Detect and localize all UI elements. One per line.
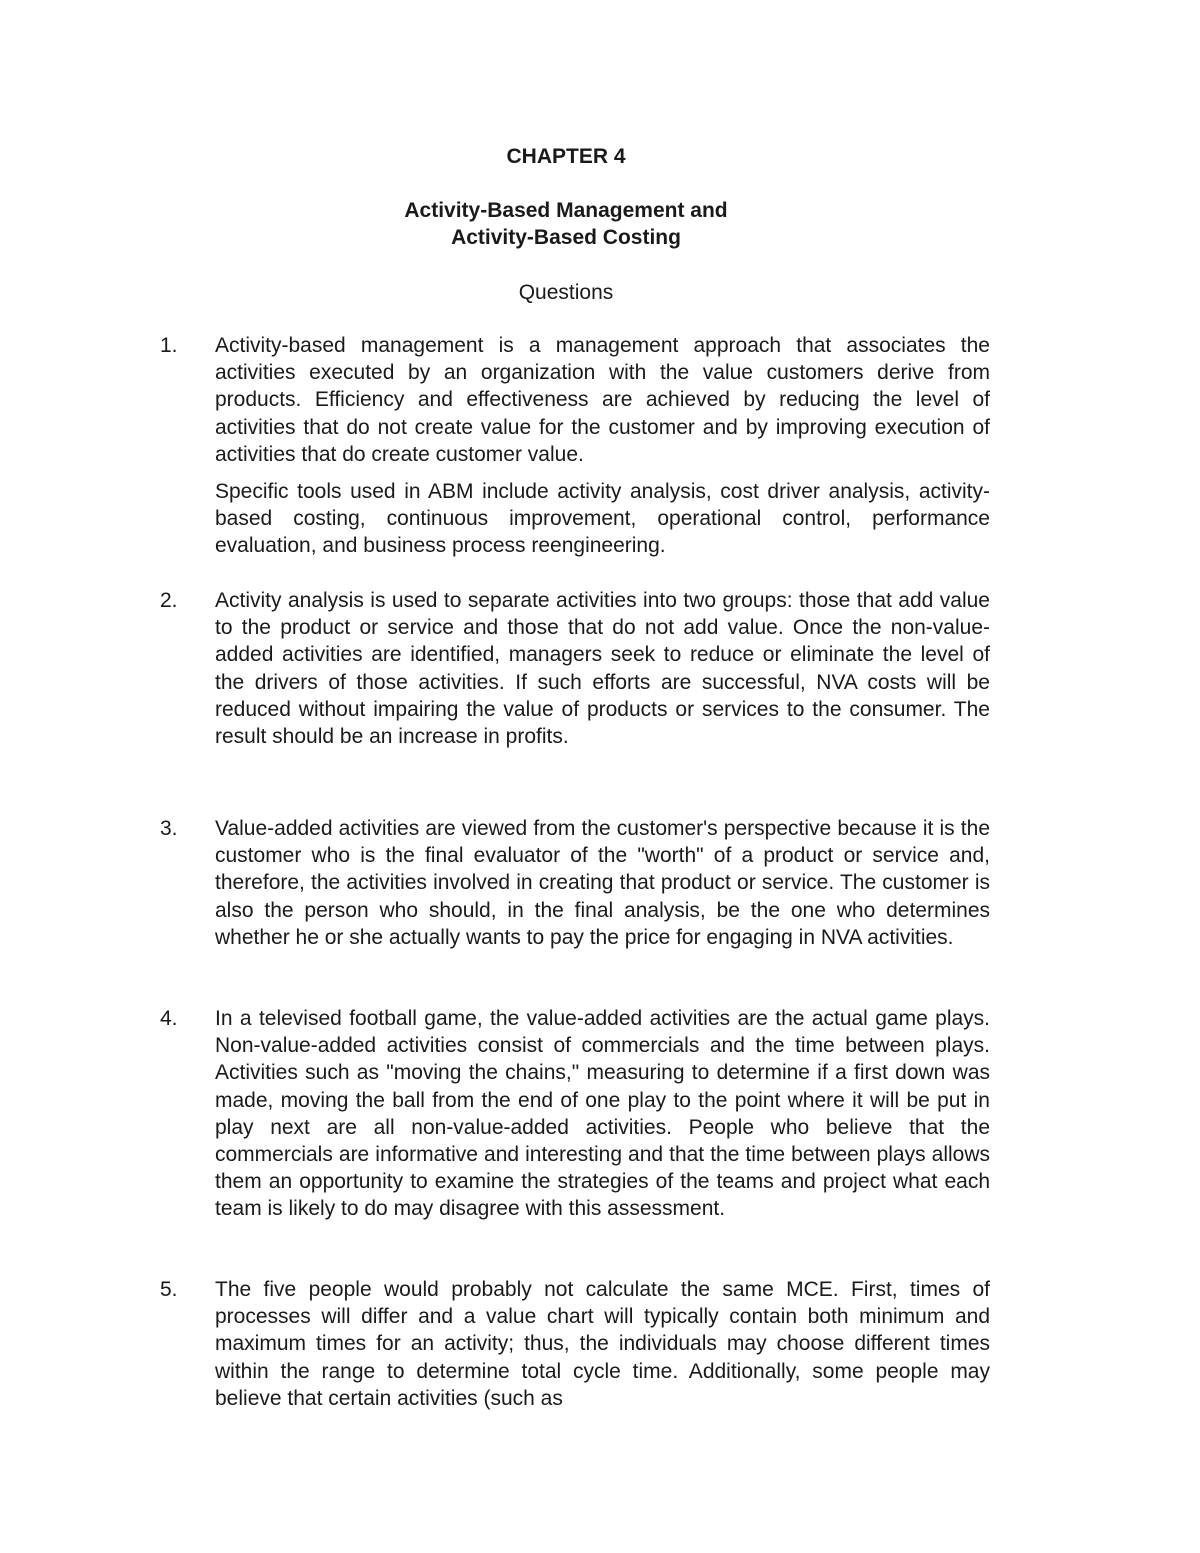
answer-paragraph: Specific tools used in ABM include activity analysis, cost driver analysis, activity-based costing, continuous improvement, operational control, performance evaluation, and business process reengineering. xyxy=(215,480,990,558)
chapter-title xyxy=(0,197,1132,251)
question-item xyxy=(160,815,990,951)
question-item xyxy=(160,1005,990,1223)
answer-paragraph: The five people would probably not calculate the same MCE. First, times of processes will differ and a value chart will typically contain both minimum and maximum times for an activity; thus, the individuals may choose different times within the range to determine total cycle time. Additionally, some people may believe that certain activities (such as xyxy=(215,1278,990,1410)
chapter-heading: CHAPTER 4 xyxy=(506,145,626,168)
question-number: 3. xyxy=(160,817,178,840)
question-number: 1. xyxy=(160,334,178,357)
answer-paragraph: Activity analysis is used to separate activities into two groups: those that add value to the product or service and those that do not add value. Once the non-value-added activities are identified, managers seek to reduce or eliminate the level of the drivers of those activities. If such efforts are successful, NVA costs will be reduced without impairing the value of products or services to the consumer. The result should be an increase in profits. xyxy=(215,589,990,749)
section-subtitle: Questions xyxy=(518,281,614,304)
question-number: 4. xyxy=(160,1007,178,1030)
chapter-title-line-2: Activity-Based Costing xyxy=(451,226,681,249)
question-answer xyxy=(215,1005,990,1223)
answer-paragraph: Activity-based management is a management approach that associates the activities executed by an organization with the value customers derive from products. Efficiency and effectiveness are achieved by reducing the level of activities that do not create value for the customer and by improving execution of activities that do create customer value. xyxy=(215,334,990,466)
question-answer xyxy=(215,332,990,560)
question-number: 5. xyxy=(160,1278,178,1301)
question-answer xyxy=(215,1276,990,1412)
question-item xyxy=(160,587,990,750)
question-answer xyxy=(215,587,990,750)
chapter-title-line-1: Activity-Based Management and xyxy=(404,199,728,222)
answer-paragraph: Value-added activities are viewed from the customer's perspective because it is the customer who is the final evaluator of the "worth" of a product or service and, therefore, the activities involved in creating that product or service. The customer is also the person who should, in the final analysis, be the one who determines whether he or she actually wants to pay the price for engaging in NVA activities. xyxy=(215,817,990,949)
question-answer xyxy=(215,815,990,951)
answer-paragraph: In a televised football game, the value-added activities are the actual game plays. Non-value-added activities consist of commercials and the time between plays. Activities such as "moving the chains," measuring to determine if a first down was made, moving the ball from the end of one play to the point where it will be put in play next are all non-value-added activities. People who believe that the commercials are informative and interesting and that the time between plays allows them an opportunity to examine the strategies of the teams and project what each team is likely to do may disagree with this assessment. xyxy=(215,1007,990,1221)
question-item xyxy=(160,332,990,560)
question-number: 2. xyxy=(160,589,178,612)
question-item xyxy=(160,1276,990,1412)
